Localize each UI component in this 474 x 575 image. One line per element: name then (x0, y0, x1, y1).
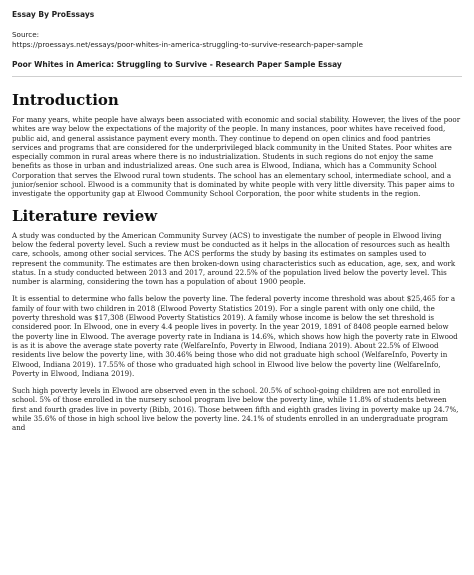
paragraph: Such high poverty levels in Elwood are observed even in the school. 20.5% of school-going children are not enrolled in school. 5% of those enrolled in the nursery school program live below the poverty line, while 11.8% of students between first and fourth grades live in poverty (Bibb, 2016). Those between fifth and eighth grades living in poverty make up 24.7%, while 35.6% of those in high school live below the poverty line. 24.1% of students enrolled in an undergraduate program and (12, 386, 459, 433)
section-literature-review (12, 207, 462, 433)
paragraph: A study was conducted by the American Community Survey (ACS) to investigate the number of people in Elwood living below the federal poverty level. Such a review must be conducted as it helps in the allocation of resources such as health care, schools, among other social services. The ACS performs the study by basing its estimates on samples used to represent the community. The estimates are then broken-down using characteristics such as education, age, sex, and work status. In a study conducted between 2013 and 2017, around 22.5% of the population lived below the poverty level. This number is alarming, considering the town has a population of about 1900 people. (12, 230, 456, 287)
title-divider (12, 76, 462, 77)
essay-title: Poor Whites in America: Struggling to Survive - Research Paper Sample Essay (12, 60, 342, 69)
paragraph: It is essential to determine who falls below the poverty line. The federal poverty income threshold was about $25,465 for a family of four with two children in 2018 (Elwood Poverty Statistics 2019). For a single parent with only one child, the poverty threshold was $17,308 (Elwood Poverty Statistics 2019). A family whose income is below the set threshold is considered poor. In Elwood, one in every 4.4 people lives in poverty. In the year 2019, 1891 of 8408 people earned below the poverty line in Elwood. The average poverty rate in Indiana is 14.6%, which shows how high the poverty rate in Elwood is as it is above the average state poverty rate (WelfareInfo, Poverty in Elwood, Indiana 2019). About 22.5% of Elwood residents live below the poverty line, with 30.46% being those who did not graduate high school (WelfareInfo, Poverty in Elwood, Indiana 2019). 17.55% of those who graduated high school in Elwood live below the poverty line (WelfareInfo, Poverty in Elwood, Indiana 2019). (12, 294, 458, 378)
section-heading: Introduction (12, 91, 119, 109)
brand-label: Essay By ProEssays (12, 10, 95, 19)
section-introduction (12, 91, 462, 199)
source-block (12, 30, 462, 50)
source-link[interactable]: https://proessays.net/essays/poor-whites-in-america-struggling-to-survive-research-paper-sample (12, 40, 363, 49)
paragraph: For many years, white people have always been associated with economic and social stability. However, the lives of the poor whites are way below the expectations of the majority of the people. In many instances, poor whites have received food, public aid, and general assistance payment every month. They continue to depend on open clinics and food pantries services and programs that are considered for the underprivileged black community in the United States. Poor whites are especially common in rural areas where there is no industrialization. Students in such regions do not enjoy the same benefits as those in urban and industrialized areas. One such area is Elwood, Indiana, which has a Community School Corporation that serves the Elwood rural town students. The school has an elementary school, intermediate school, and a junior/senior school. Elwood is a community that is dominated by white people with very little diversity. This paper aims to investigate the opportunity gap at Elwood Community School Corporation, the poor white students in the region. (12, 115, 461, 199)
section-heading: Literature review (12, 206, 158, 225)
source-label: Source: (12, 30, 40, 39)
